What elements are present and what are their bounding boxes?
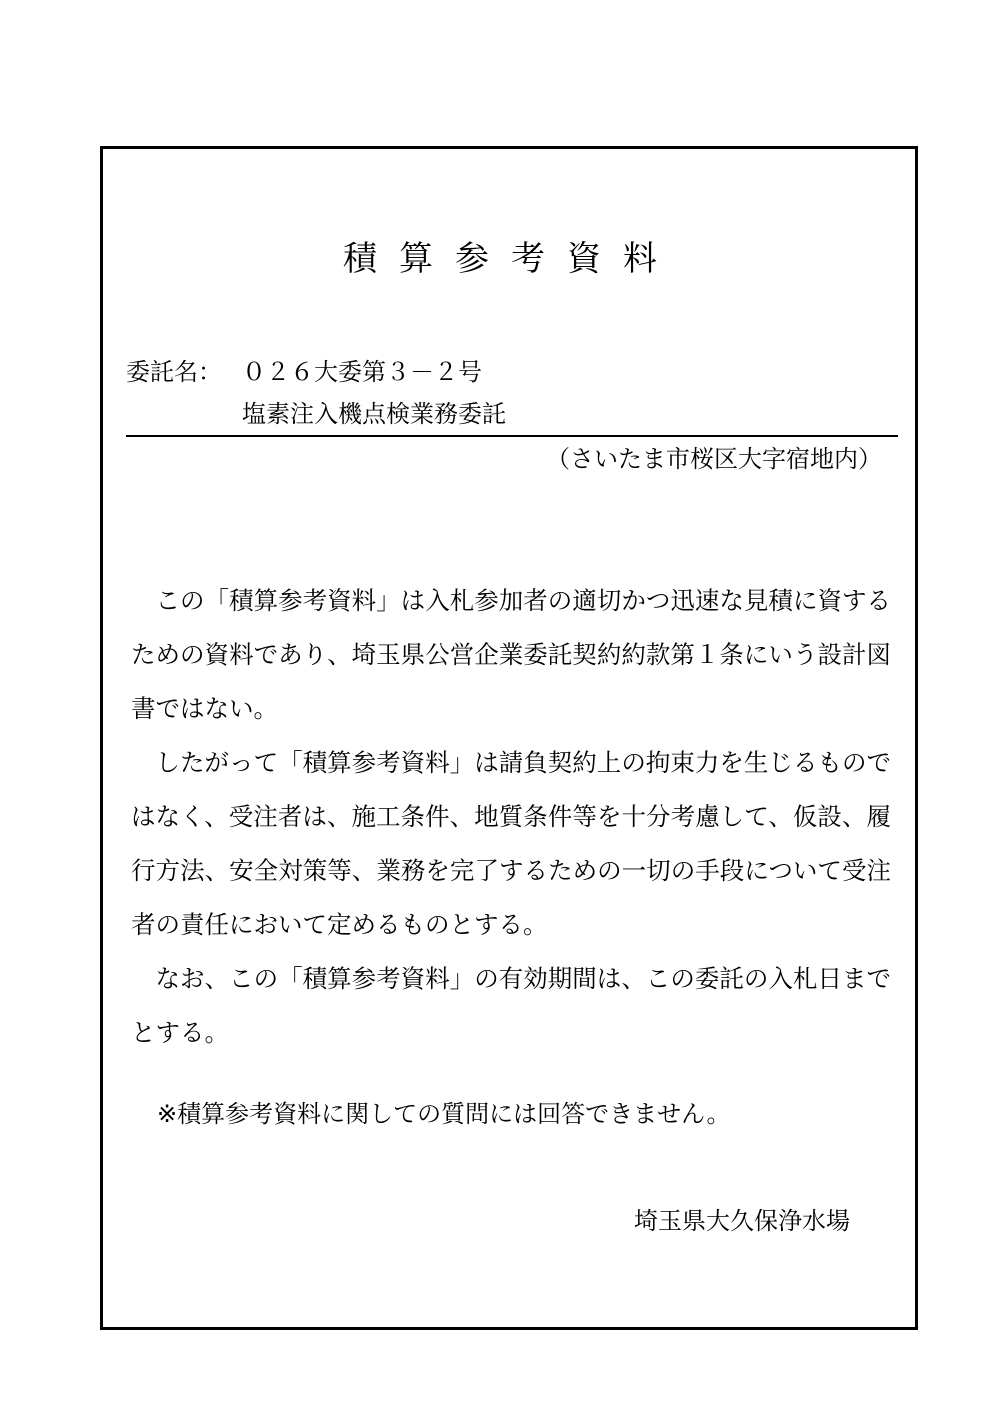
- paragraph-validity: なお、この「積算参考資料」の有効期間は、この委託の入札日までとする。: [131, 964, 891, 1047]
- contract-number: ０２６大委第３－２号: [242, 358, 482, 386]
- paragraph-purpose: この「積算参考資料」は入札参加者の適切かつ迅速な見積に資するための資料であり、埼玉県公営企業委託契約約款第１条にいう設計図書ではない。: [131, 586, 891, 723]
- body-text: [131, 574, 891, 1060]
- contract-label: 委託名：: [126, 358, 222, 386]
- document-title: 積算参考資料: [343, 239, 679, 279]
- notice-no-questions: ※積算参考資料に関しての質問には回答できません。: [157, 1100, 731, 1128]
- issuer-name: 埼玉県大久保浄水場: [634, 1207, 850, 1235]
- contract-underline: [126, 435, 898, 437]
- paragraph-binding-force: したがって「積算参考資料」は請負契約上の拘束力を生じるものではなく、受注者は、施工条件、地質条件等を十分考慮して、仮設、履行方法、安全対策等、業務を完了するための一切の手段について受注者の責任において定めるものとする。: [131, 748, 891, 939]
- contract-name: 塩素注入機点検業務委託: [242, 400, 506, 428]
- contract-location: （さいたま市桜区大字宿地内）: [546, 445, 882, 473]
